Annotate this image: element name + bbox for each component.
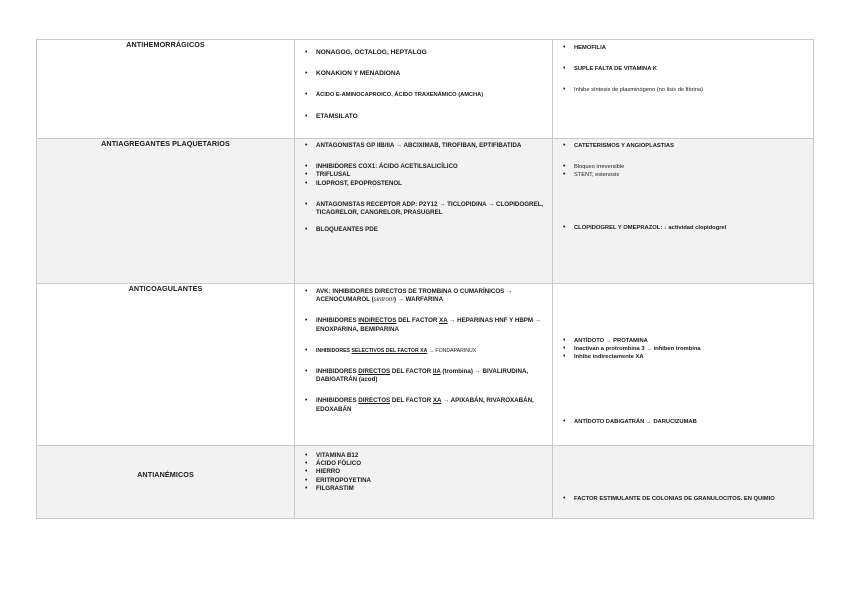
note-list xyxy=(553,40,813,95)
list-item: • ANTÍDOTO DABIGATRÁN → DARUCIZUMAB xyxy=(553,418,813,426)
drug-list xyxy=(295,446,552,493)
notes-cell xyxy=(553,284,814,446)
list-item: • SUPLE FALTA DE VITAMINA K xyxy=(553,65,813,73)
drugs-cell xyxy=(295,40,553,139)
category-label: ANTICOAGULANTES xyxy=(128,284,203,293)
list-item: • INHIBIDORES DIRECTOS DEL FACTOR XA → APIXABÁN, RIVAROXABÁN, EDOXABÁN xyxy=(295,397,552,413)
list-item: • FACTOR ESTIMULANTE DE COLONIAS DE GRANULOCITOS. EN QUIMIO xyxy=(553,495,813,503)
list-item: • BLOQUEANTES PDE xyxy=(295,226,552,234)
table-row-antihemorragicos xyxy=(37,40,814,139)
notes-cell xyxy=(553,446,814,519)
list-item: • Inhibe síntesis de plasminógeno (no lisis de fibrina) xyxy=(553,86,813,94)
notes-cell xyxy=(553,40,814,139)
category-cell xyxy=(37,40,295,139)
list-item: • AVK: INHIBIDORES DIRECTOS DE TROMBINA O CUMARÍNICOS → ACENOCUMAROL (sintrom) → WARFARINA xyxy=(295,288,552,304)
list-item: • ANTAGONISTAS RECEPTOR ADP: P2Y12 → TICLOPIDINA → CLOPIDOGREL, TICAGRELOR, CANGRELOR, PRASUGREL xyxy=(295,201,552,217)
list-item: • NONAGOG, OCTALOG, HEPTALOG xyxy=(295,49,552,57)
category-label: ANTIHEMORRÁGICOS xyxy=(126,40,205,49)
list-item: • ÁCIDO FÓLICO xyxy=(295,460,552,468)
category-cell xyxy=(37,284,295,446)
list-item: • INHIBIDORES COX1: ÁCIDO ACETILSALICÍLICO xyxy=(295,163,552,171)
list-item: • CLOPIDOGREL Y OMEPRAZOL: ↓ actividad clopidogrel xyxy=(553,224,813,232)
drugs-cell xyxy=(295,284,553,446)
table-row-antianemicos xyxy=(37,446,814,519)
list-item: • VITAMINA B12 xyxy=(295,452,552,460)
drug-table xyxy=(36,39,814,519)
drug-list xyxy=(295,40,552,121)
category-label: ANTIANÉMICOS xyxy=(137,470,194,479)
list-item: • FILGRASTIM xyxy=(295,485,552,493)
drugs-cell xyxy=(295,139,553,284)
list-item: • ANTÍDOTO → PROTAMINA xyxy=(553,337,813,345)
list-item: • ILOPROST, EPOPROSTENOL xyxy=(295,180,552,188)
list-item: • ETAMSILATO xyxy=(295,113,552,121)
list-item: • STENT, estenosis xyxy=(553,171,813,179)
category-cell xyxy=(37,446,295,519)
list-item: • Inhibe indirectamente XA xyxy=(553,353,813,361)
list-item: • ÁCIDO E-AMINOCAPROICO, ÁCIDO TRAXENÁMICO (AMCHA) xyxy=(295,91,552,99)
notes-cell xyxy=(553,139,814,284)
list-item: • CATETERISMOS Y ANGIOPLASTIAS xyxy=(553,142,813,150)
table-row-anticoagulantes xyxy=(37,284,814,446)
list-item: • INHIBIDORES DIRECTOS DEL FACTOR IIA (trombina) → BIVALIRUDINA, DABIGATRÁN (acod) xyxy=(295,368,552,384)
note-list xyxy=(553,284,813,426)
list-item: • HIERRO xyxy=(295,468,552,476)
note-list xyxy=(553,139,813,232)
list-item: • TRIFLUSAL xyxy=(295,171,552,179)
note-list xyxy=(553,446,813,503)
category-label: ANTIAGREGANTES PLAQUETARIOS xyxy=(101,139,230,148)
list-item: • KONAKION Y MENADIONA xyxy=(295,70,552,78)
list-item: • INHIBIDORES SELECTIVOS DEL FACTOR XA → FONDAPARINUX xyxy=(295,347,552,355)
drug-list xyxy=(295,139,552,234)
category-cell xyxy=(37,139,295,284)
list-item: • Inactivan a protrombina 3 → inhiben trombina xyxy=(553,345,813,353)
table-row-antiagregantes xyxy=(37,139,814,284)
drugs-cell xyxy=(295,446,553,519)
list-item: • Bloqueo irreversible xyxy=(553,163,813,171)
list-item: • ERITROPOYETINA xyxy=(295,477,552,485)
list-item: • INHIBIDORES INDIRECTOS DEL FACTOR XA → HEPARINAS HNF Y HBPM → ENOXPARINA, BEMIPARINA xyxy=(295,317,552,333)
drug-list xyxy=(295,284,552,414)
list-item: • HEMOFILIA xyxy=(553,44,813,52)
list-item: • ANTAGONISTAS GP IIB/IIA → ABCIXIMAB, TIROFIBAN, EPTIFIBATIDA xyxy=(295,142,552,150)
